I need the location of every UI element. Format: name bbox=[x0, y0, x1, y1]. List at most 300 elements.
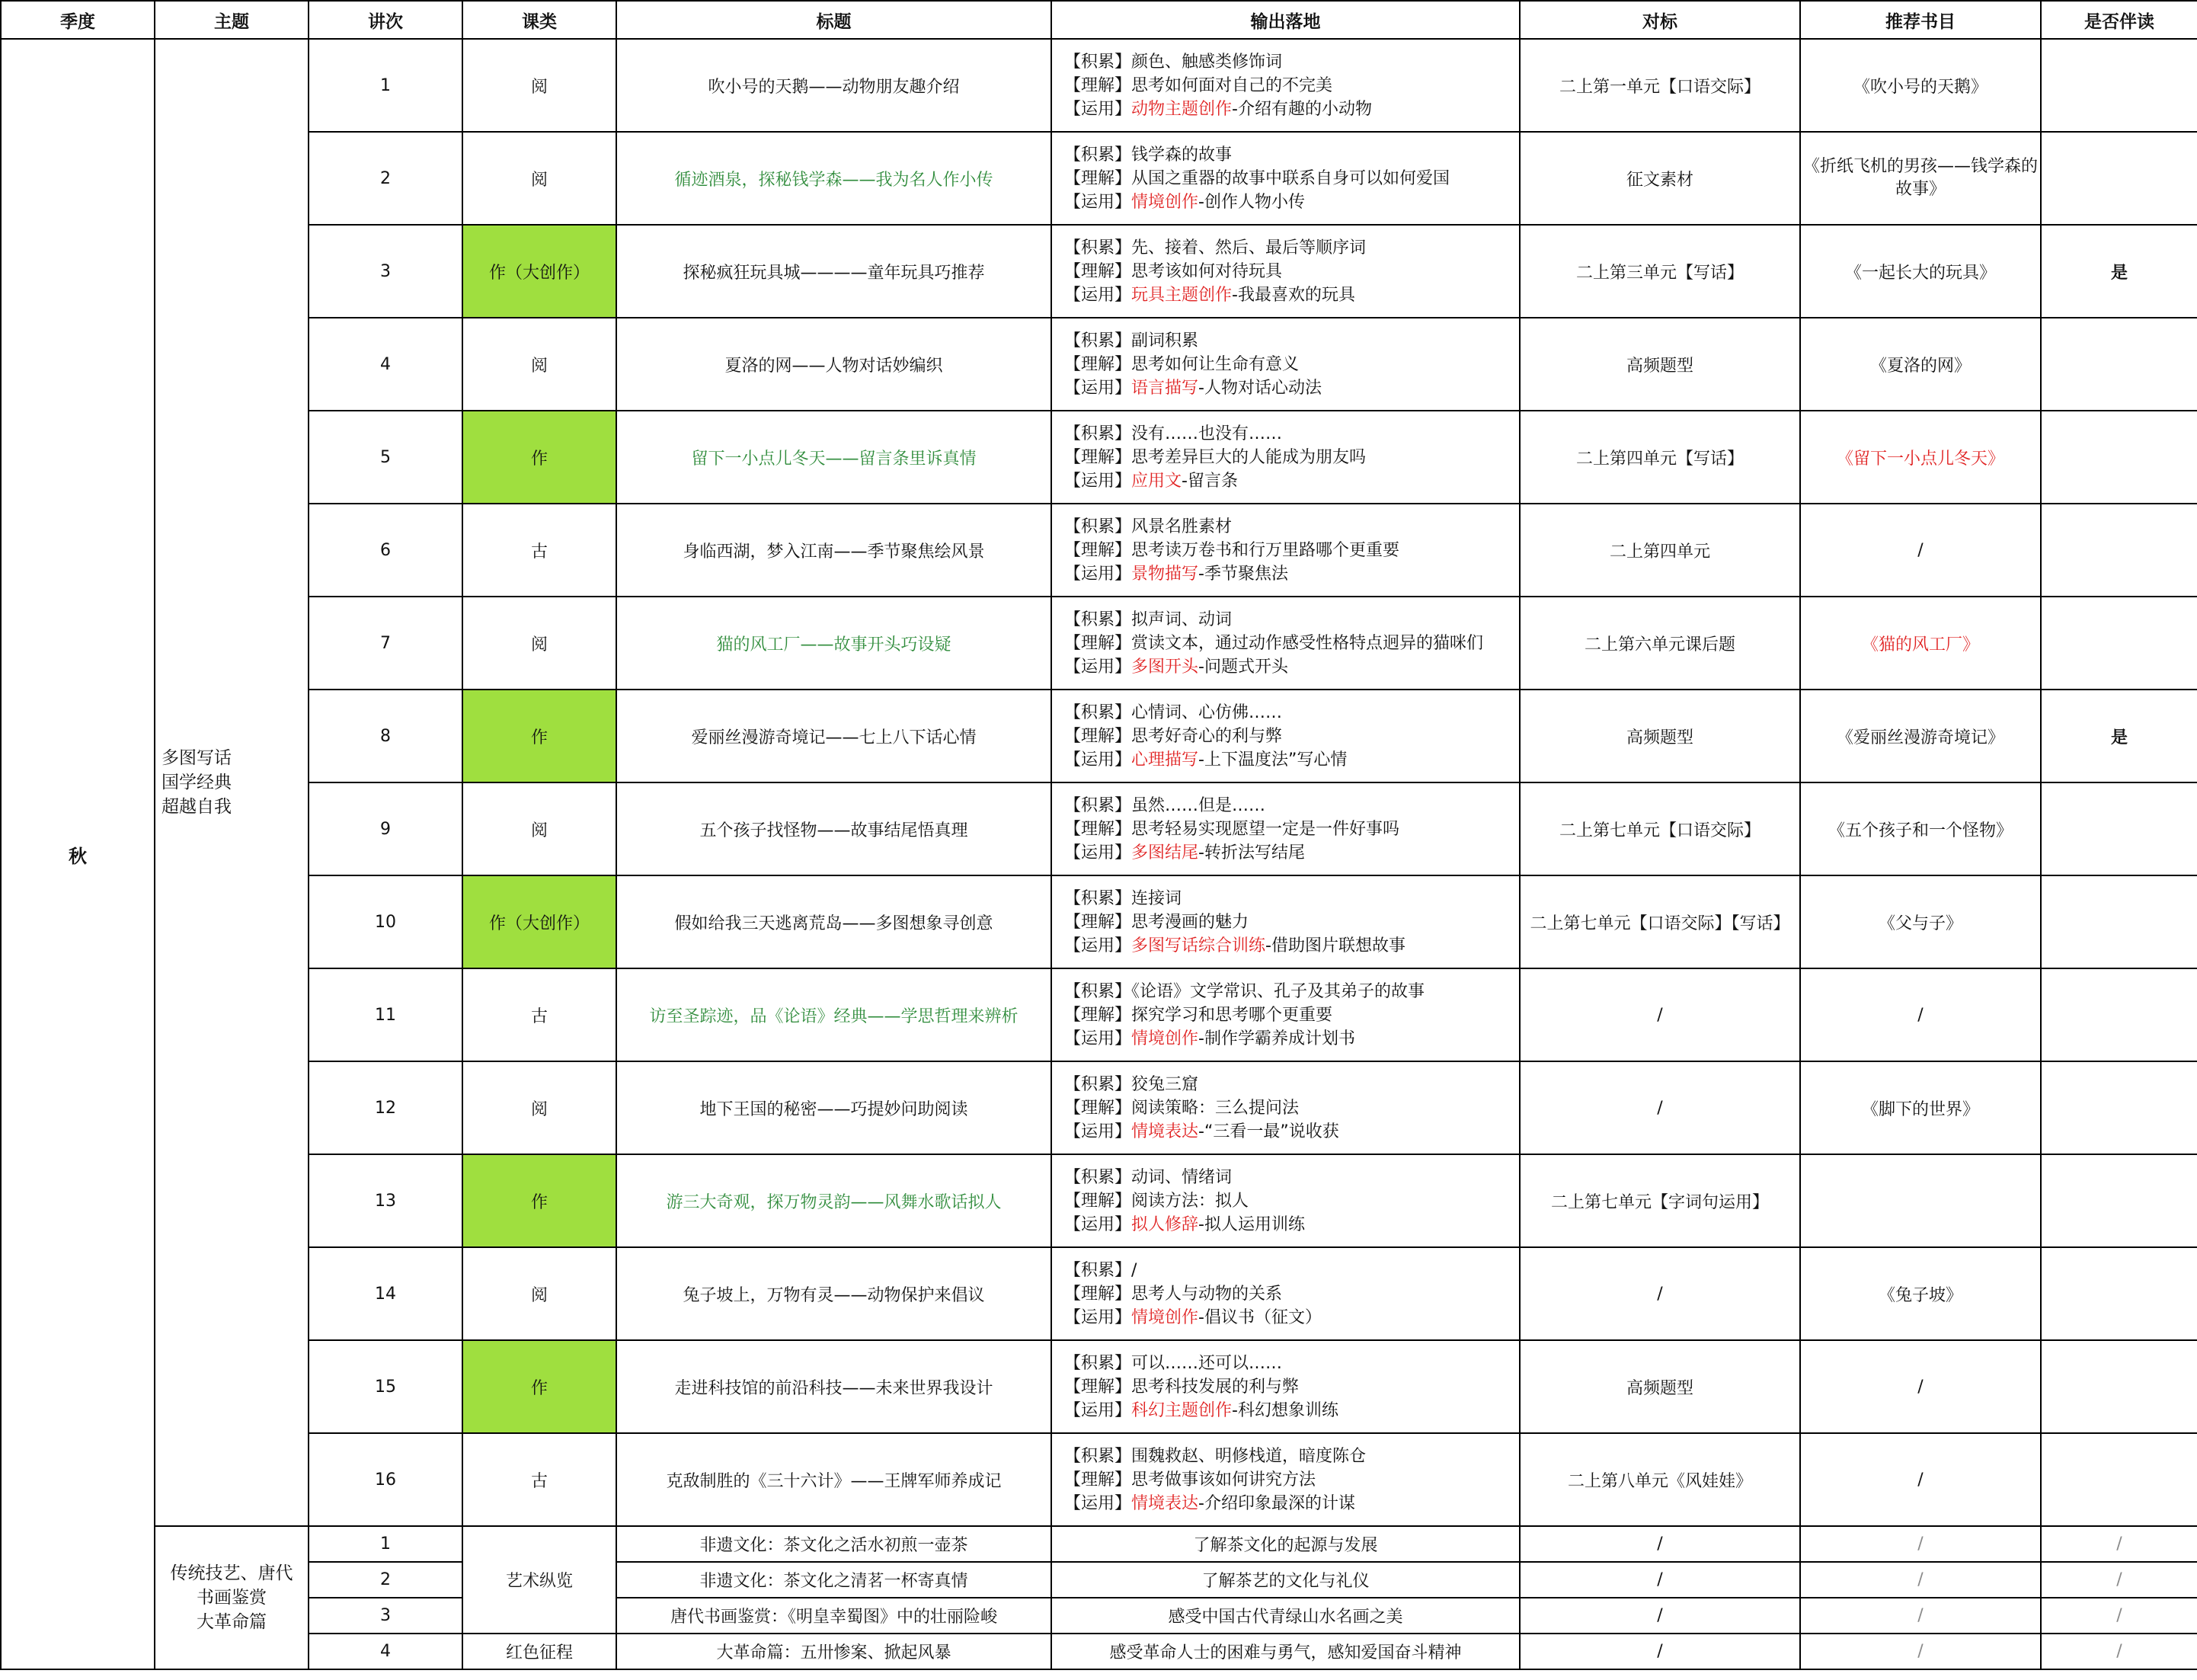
tag-apply: 【运用】 bbox=[1064, 99, 1132, 119]
benchmark: / bbox=[1520, 1526, 1800, 1562]
theme-line: 多图写话 bbox=[161, 748, 232, 768]
output-accumulate bbox=[1064, 236, 1519, 260]
table-row bbox=[1, 39, 2197, 132]
benchmark: / bbox=[1520, 1634, 1800, 1669]
companion-reading bbox=[2041, 39, 2197, 132]
tag-apply: 【运用】 bbox=[1064, 1307, 1132, 1327]
output-cell bbox=[1051, 225, 1520, 318]
output-cell bbox=[1051, 504, 1520, 597]
companion-reading bbox=[2041, 1340, 2197, 1433]
lesson-number: 8 bbox=[309, 690, 462, 782]
table-row bbox=[1, 690, 2197, 782]
output-understand bbox=[1064, 1003, 1519, 1027]
apply-highlight: 情境创作 bbox=[1131, 1307, 1199, 1327]
benchmark: / bbox=[1520, 968, 1800, 1061]
recommended-book: / bbox=[1800, 1340, 2041, 1433]
companion-reading bbox=[2041, 1061, 2197, 1154]
apply-highlight: 动物主题创作 bbox=[1131, 99, 1233, 119]
companion-reading: / bbox=[2041, 1634, 2197, 1669]
tag-accumulate: 【积累】 bbox=[1064, 52, 1132, 72]
output-apply bbox=[1064, 1027, 1519, 1051]
lesson-type: 阅 bbox=[462, 1061, 616, 1154]
understand-text: 赏读文本，通过动作感受性格特点迥异的猫咪们 bbox=[1131, 633, 1484, 653]
benchmark: 二上第七单元【口语交际】 bbox=[1520, 782, 1800, 875]
lesson-title: 兔子坡上，万物有灵——动物保护来倡议 bbox=[616, 1247, 1051, 1340]
output-cell bbox=[1051, 968, 1520, 1061]
tag-accumulate: 【积累】 bbox=[1064, 145, 1132, 165]
lesson-number: 1 bbox=[309, 39, 462, 132]
tag-accumulate: 【积累】 bbox=[1064, 1260, 1132, 1280]
table-row bbox=[1, 1562, 2197, 1598]
tag-accumulate: 【积累】 bbox=[1064, 1074, 1132, 1094]
companion-reading bbox=[2041, 1433, 2197, 1526]
output-understand bbox=[1064, 1096, 1519, 1120]
output-understand bbox=[1064, 167, 1519, 190]
accumulate-text: 围魏救赵、明修栈道，暗度陈仓 bbox=[1131, 1446, 1367, 1466]
season-cell: 秋 bbox=[1, 39, 155, 1669]
tag-understand: 【理解】 bbox=[1064, 447, 1132, 467]
apply-text: -上下温度法”写心情 bbox=[1198, 750, 1348, 770]
apply-highlight: 情境创作 bbox=[1131, 192, 1199, 212]
tag-understand: 【理解】 bbox=[1064, 726, 1132, 746]
table-row bbox=[1, 1433, 2197, 1526]
lesson-title: 克敌制胜的《三十六计》——王牌军师养成记 bbox=[616, 1433, 1051, 1526]
output-apply bbox=[1064, 469, 1519, 493]
lesson-title: 留下一小点儿冬天——留言条里诉真情 bbox=[616, 411, 1051, 504]
lesson-type: 古 bbox=[462, 504, 616, 597]
lesson-title: 大革命篇：五卅惨案、掀起风暴 bbox=[616, 1634, 1051, 1669]
recommended-book: / bbox=[1800, 1598, 2041, 1634]
understand-text: 思考轻易实现愿望一定是一件好事吗 bbox=[1131, 819, 1400, 839]
recommended-book: 《猫的风工厂》 bbox=[1800, 597, 2041, 690]
table-body bbox=[1, 39, 2197, 1669]
theme-line: 传统技艺、唐代 bbox=[170, 1563, 293, 1583]
recommended-book bbox=[1800, 1154, 2041, 1247]
output-accumulate bbox=[1064, 50, 1519, 74]
benchmark: / bbox=[1520, 1598, 1800, 1634]
apply-text: -我最喜欢的玩具 bbox=[1232, 285, 1355, 305]
lesson-number: 3 bbox=[309, 1598, 462, 1634]
companion-reading bbox=[2041, 132, 2197, 225]
output-apply bbox=[1064, 283, 1519, 307]
lesson-type: 阅 bbox=[462, 1247, 616, 1340]
companion-reading bbox=[2041, 875, 2197, 968]
output-accumulate bbox=[1064, 143, 1519, 167]
understand-text: 从国之重器的故事中联系自身可以如何爱国 bbox=[1131, 168, 1450, 188]
table-row bbox=[1, 1634, 2197, 1669]
output-understand bbox=[1064, 725, 1519, 748]
accumulate-text: 心情词、心仿佛…… bbox=[1131, 702, 1283, 722]
tag-understand: 【理解】 bbox=[1064, 1191, 1132, 1211]
output-apply bbox=[1064, 748, 1519, 772]
lesson-title: 访至圣踪迹，品《论语》经典——学思哲理来辨析 bbox=[616, 968, 1051, 1061]
apply-text: -借助图片联想故事 bbox=[1265, 936, 1406, 955]
output-understand bbox=[1064, 74, 1519, 98]
table-row bbox=[1, 1154, 2197, 1247]
tag-accumulate: 【积累】 bbox=[1064, 238, 1132, 258]
table-row bbox=[1, 782, 2197, 875]
understand-text: 阅读策略：三么提问法 bbox=[1131, 1098, 1300, 1118]
table-row bbox=[1, 411, 2197, 504]
lesson-number: 3 bbox=[309, 225, 462, 318]
lesson-title: 地下王国的秘密——巧提妙问助阅读 bbox=[616, 1061, 1051, 1154]
output-cell: 了解茶艺的文化与礼仪 bbox=[1051, 1562, 1520, 1598]
understand-text: 阅读方法：拟人 bbox=[1131, 1191, 1249, 1211]
lesson-number: 13 bbox=[309, 1154, 462, 1247]
lesson-type: 红色征程 bbox=[462, 1634, 616, 1669]
lesson-number: 2 bbox=[309, 1562, 462, 1598]
lesson-title: 非遗文化：茶文化之清茗一杯寄真情 bbox=[616, 1562, 1051, 1598]
table-row bbox=[1, 1598, 2197, 1634]
output-accumulate bbox=[1064, 329, 1519, 353]
header-output: 输出落地 bbox=[1051, 1, 1520, 39]
recommended-book: 《五个孩子和一个怪物》 bbox=[1800, 782, 2041, 875]
apply-text: -留言条 bbox=[1182, 471, 1238, 491]
output-accumulate bbox=[1064, 1352, 1519, 1375]
apply-highlight: 多图结尾 bbox=[1131, 843, 1199, 862]
companion-reading bbox=[2041, 411, 2197, 504]
recommended-book: 《折纸飞机的男孩——钱学森的故事》 bbox=[1800, 132, 2041, 225]
apply-highlight: 情境表达 bbox=[1131, 1493, 1199, 1513]
tag-apply: 【运用】 bbox=[1064, 657, 1132, 677]
apply-text: -介绍有趣的小动物 bbox=[1232, 99, 1372, 119]
accumulate-text: 虽然……但是…… bbox=[1131, 795, 1266, 815]
table-row bbox=[1, 504, 2197, 597]
table-row bbox=[1, 318, 2197, 411]
tag-accumulate: 【积累】 bbox=[1064, 702, 1132, 722]
recommended-book: 《兔子坡》 bbox=[1800, 1247, 2041, 1340]
understand-text: 思考人与动物的关系 bbox=[1131, 1284, 1283, 1304]
apply-text: -问题式开头 bbox=[1198, 657, 1288, 677]
header-lesson-type: 课类 bbox=[462, 1, 616, 39]
recommended-book: 《夏洛的网》 bbox=[1800, 318, 2041, 411]
apply-highlight: 情境创作 bbox=[1131, 1029, 1199, 1048]
apply-highlight: 多图写话综合训练 bbox=[1131, 936, 1266, 955]
companion-reading bbox=[2041, 968, 2197, 1061]
tag-accumulate: 【积累】 bbox=[1064, 517, 1132, 536]
output-understand bbox=[1064, 446, 1519, 469]
header-title: 标题 bbox=[616, 1, 1051, 39]
output-accumulate bbox=[1064, 794, 1519, 818]
tag-accumulate: 【积累】 bbox=[1064, 424, 1132, 443]
tag-apply: 【运用】 bbox=[1064, 285, 1132, 305]
output-understand bbox=[1064, 539, 1519, 562]
output-cell bbox=[1051, 411, 1520, 504]
theme-cell-sub bbox=[155, 1526, 309, 1669]
lesson-number: 16 bbox=[309, 1433, 462, 1526]
lesson-title: 走进科技馆的前沿科技——未来世界我设计 bbox=[616, 1340, 1051, 1433]
understand-text: 思考如何面对自己的不完美 bbox=[1131, 75, 1333, 95]
lesson-number: 12 bbox=[309, 1061, 462, 1154]
recommended-book: / bbox=[1800, 968, 2041, 1061]
benchmark: 二上第三单元【写话】 bbox=[1520, 225, 1800, 318]
lesson-type: 阅 bbox=[462, 782, 616, 875]
tag-apply: 【运用】 bbox=[1064, 1122, 1132, 1141]
accumulate-text: 可以……还可以…… bbox=[1131, 1353, 1283, 1373]
apply-highlight: 情境表达 bbox=[1131, 1122, 1199, 1141]
lesson-number: 6 bbox=[309, 504, 462, 597]
tag-apply: 【运用】 bbox=[1064, 471, 1132, 491]
lesson-number: 4 bbox=[309, 1634, 462, 1669]
output-understand bbox=[1064, 818, 1519, 841]
lesson-title: 猫的风工厂——故事开头巧设疑 bbox=[616, 597, 1051, 690]
lesson-title: 游三大奇观，探万物灵韵——风舞水歌话拟人 bbox=[616, 1154, 1051, 1247]
lesson-type: 艺术纵览 bbox=[462, 1526, 616, 1634]
output-apply bbox=[1064, 934, 1519, 958]
benchmark: 二上第七单元【口语交际】【写话】 bbox=[1520, 875, 1800, 968]
output-apply bbox=[1064, 841, 1519, 865]
lesson-title: 循迹酒泉，探秘钱学森——我为名人作小传 bbox=[616, 132, 1051, 225]
companion-reading: / bbox=[2041, 1526, 2197, 1562]
tag-accumulate: 【积累】 bbox=[1064, 331, 1132, 350]
output-apply bbox=[1064, 376, 1519, 400]
tag-accumulate: 【积累】 bbox=[1064, 1446, 1132, 1466]
output-apply bbox=[1064, 190, 1519, 214]
tag-accumulate: 【积累】 bbox=[1064, 888, 1132, 908]
companion-reading bbox=[2041, 318, 2197, 411]
companion-reading: / bbox=[2041, 1562, 2197, 1598]
apply-text: -制作学霸养成计划书 bbox=[1198, 1029, 1355, 1048]
output-understand bbox=[1064, 1282, 1519, 1306]
output-cell bbox=[1051, 1247, 1520, 1340]
table-row bbox=[1, 1340, 2197, 1433]
lesson-type: 作 bbox=[462, 411, 616, 504]
companion-reading bbox=[2041, 1154, 2197, 1247]
apply-text: -转折法写结尾 bbox=[1198, 843, 1305, 862]
output-accumulate bbox=[1064, 1445, 1519, 1468]
lesson-number: 4 bbox=[309, 318, 462, 411]
header-companion-reading: 是否伴读 bbox=[2041, 1, 2197, 39]
output-accumulate bbox=[1064, 422, 1519, 446]
theme-line: 大革命篇 bbox=[197, 1612, 267, 1632]
tag-understand: 【理解】 bbox=[1064, 168, 1132, 188]
output-cell: 感受革命人士的困难与勇气，感知爱国奋斗精神 bbox=[1051, 1634, 1520, 1669]
accumulate-text: / bbox=[1131, 1260, 1137, 1280]
tag-apply: 【运用】 bbox=[1064, 1493, 1132, 1513]
output-apply bbox=[1064, 562, 1519, 586]
tag-apply: 【运用】 bbox=[1064, 843, 1132, 862]
apply-text: -创作人物小传 bbox=[1198, 192, 1305, 212]
tag-understand: 【理解】 bbox=[1064, 912, 1132, 932]
tag-understand: 【理解】 bbox=[1064, 75, 1132, 95]
recommended-book: 《留下一小点儿冬天》 bbox=[1800, 411, 2041, 504]
lesson-type: 阅 bbox=[462, 318, 616, 411]
output-apply bbox=[1064, 1306, 1519, 1330]
table-row bbox=[1, 1247, 2197, 1340]
lesson-title: 探秘疯狂玩具城————童年玩具巧推荐 bbox=[616, 225, 1051, 318]
lesson-type: 阅 bbox=[462, 39, 616, 132]
lesson-number: 2 bbox=[309, 132, 462, 225]
tag-understand: 【理解】 bbox=[1064, 819, 1132, 839]
understand-text: 探究学习和思考哪个更重要 bbox=[1131, 1005, 1333, 1025]
tag-apply: 【运用】 bbox=[1064, 1214, 1132, 1234]
output-understand bbox=[1064, 1189, 1519, 1213]
companion-reading bbox=[2041, 597, 2197, 690]
accumulate-text: 风景名胜素材 bbox=[1131, 517, 1233, 536]
output-understand bbox=[1064, 632, 1519, 655]
benchmark: 高频题型 bbox=[1520, 1340, 1800, 1433]
benchmark: 征文素材 bbox=[1520, 132, 1800, 225]
benchmark: / bbox=[1520, 1562, 1800, 1598]
recommended-book: / bbox=[1800, 1634, 2041, 1669]
tag-accumulate: 【积累】 bbox=[1064, 981, 1132, 1001]
tag-understand: 【理解】 bbox=[1064, 1377, 1132, 1397]
lesson-title: 五个孩子找怪物——故事结尾悟真理 bbox=[616, 782, 1051, 875]
benchmark: 二上第七单元【字词句运用】 bbox=[1520, 1154, 1800, 1247]
understand-text: 思考读万卷书和行万里路哪个更重要 bbox=[1131, 540, 1400, 560]
table-row bbox=[1, 132, 2197, 225]
tag-apply: 【运用】 bbox=[1064, 378, 1132, 398]
understand-text: 思考做事该如何讲究方法 bbox=[1131, 1470, 1316, 1490]
companion-reading bbox=[2041, 504, 2197, 597]
recommended-book: 《一起长大的玩具》 bbox=[1800, 225, 2041, 318]
understand-text: 思考差异巨大的人能成为朋友吗 bbox=[1131, 447, 1367, 467]
tag-accumulate: 【积累】 bbox=[1064, 1353, 1132, 1373]
companion-reading: 是 bbox=[2041, 225, 2197, 318]
lesson-number: 11 bbox=[309, 968, 462, 1061]
recommended-book: 《爱丽丝漫游奇境记》 bbox=[1800, 690, 2041, 782]
output-accumulate bbox=[1064, 980, 1519, 1003]
output-understand bbox=[1064, 260, 1519, 283]
recommended-book: / bbox=[1800, 1562, 2041, 1598]
accumulate-text: 狡兔三窟 bbox=[1131, 1074, 1199, 1094]
apply-text: -倡议书（征文） bbox=[1198, 1307, 1322, 1327]
output-cell bbox=[1051, 1061, 1520, 1154]
lesson-type: 阅 bbox=[462, 597, 616, 690]
lesson-title: 夏洛的网——人物对话妙编织 bbox=[616, 318, 1051, 411]
output-accumulate bbox=[1064, 608, 1519, 632]
tag-understand: 【理解】 bbox=[1064, 540, 1132, 560]
tag-apply: 【运用】 bbox=[1064, 192, 1132, 212]
apply-highlight: 景物描写 bbox=[1131, 564, 1199, 584]
apply-highlight: 应用文 bbox=[1131, 471, 1182, 491]
understand-text: 思考漫画的魅力 bbox=[1131, 912, 1249, 932]
table-row bbox=[1, 875, 2197, 968]
header-benchmark: 对标 bbox=[1520, 1, 1800, 39]
apply-text: -人物对话心动法 bbox=[1198, 378, 1322, 398]
benchmark: 高频题型 bbox=[1520, 690, 1800, 782]
lesson-type: 古 bbox=[462, 968, 616, 1061]
lesson-type: 作 bbox=[462, 1340, 616, 1433]
output-cell bbox=[1051, 39, 1520, 132]
benchmark: 高频题型 bbox=[1520, 318, 1800, 411]
recommended-book: / bbox=[1800, 504, 2041, 597]
output-cell bbox=[1051, 318, 1520, 411]
recommended-book: 《脚下的世界》 bbox=[1800, 1061, 2041, 1154]
companion-reading bbox=[2041, 782, 2197, 875]
apply-highlight: 拟人修辞 bbox=[1131, 1214, 1199, 1234]
companion-reading bbox=[2041, 1247, 2197, 1340]
benchmark: 二上第四单元【写话】 bbox=[1520, 411, 1800, 504]
tag-understand: 【理解】 bbox=[1064, 1005, 1132, 1025]
tag-apply: 【运用】 bbox=[1064, 1029, 1132, 1048]
benchmark: / bbox=[1520, 1247, 1800, 1340]
output-cell bbox=[1051, 690, 1520, 782]
recommended-book: 《吹小号的天鹅》 bbox=[1800, 39, 2041, 132]
header-theme: 主题 bbox=[155, 1, 309, 39]
theme-cell bbox=[155, 39, 309, 1526]
tag-accumulate: 【积累】 bbox=[1064, 1167, 1132, 1187]
apply-highlight: 玩具主题创作 bbox=[1131, 285, 1233, 305]
lesson-type: 古 bbox=[462, 1433, 616, 1526]
output-apply bbox=[1064, 1399, 1519, 1422]
output-cell: 感受中国古代青绿山水名画之美 bbox=[1051, 1598, 1520, 1634]
header-season: 季度 bbox=[1, 1, 155, 39]
output-apply bbox=[1064, 655, 1519, 679]
lesson-number: 10 bbox=[309, 875, 462, 968]
tag-apply: 【运用】 bbox=[1064, 750, 1132, 770]
tag-understand: 【理解】 bbox=[1064, 354, 1132, 374]
benchmark: 二上第一单元【口语交际】 bbox=[1520, 39, 1800, 132]
output-cell bbox=[1051, 1154, 1520, 1247]
table-row bbox=[1, 597, 2197, 690]
output-apply bbox=[1064, 1120, 1519, 1144]
lesson-type: 作（大创作） bbox=[462, 875, 616, 968]
output-apply bbox=[1064, 98, 1519, 121]
output-apply bbox=[1064, 1213, 1519, 1237]
output-accumulate bbox=[1064, 701, 1519, 725]
output-understand bbox=[1064, 1375, 1519, 1399]
lesson-title: 假如给我三天逃离荒岛——多图想象寻创意 bbox=[616, 875, 1051, 968]
output-cell bbox=[1051, 1433, 1520, 1526]
apply-highlight: 心理描写 bbox=[1131, 750, 1199, 770]
tag-understand: 【理解】 bbox=[1064, 1098, 1132, 1118]
accumulate-text: 连接词 bbox=[1131, 888, 1182, 908]
output-cell bbox=[1051, 597, 1520, 690]
accumulate-text: 《论语》文学常识、孔子及其弟子的故事 bbox=[1131, 981, 1425, 1001]
apply-highlight: 语言描写 bbox=[1131, 378, 1199, 398]
lesson-type: 阅 bbox=[462, 132, 616, 225]
understand-text: 思考好奇心的利与弊 bbox=[1131, 726, 1283, 746]
header-recommended-books: 推荐书目 bbox=[1800, 1, 2041, 39]
lesson-number: 9 bbox=[309, 782, 462, 875]
benchmark: 二上第八单元《风娃娃》 bbox=[1520, 1433, 1800, 1526]
apply-highlight: 科幻主题创作 bbox=[1131, 1400, 1233, 1420]
lesson-type: 作（大创作） bbox=[462, 225, 616, 318]
table-row bbox=[1, 225, 2197, 318]
output-cell bbox=[1051, 1340, 1520, 1433]
accumulate-text: 没有……也没有…… bbox=[1131, 424, 1283, 443]
lesson-number: 7 bbox=[309, 597, 462, 690]
companion-reading: 是 bbox=[2041, 690, 2197, 782]
output-cell bbox=[1051, 875, 1520, 968]
output-accumulate bbox=[1064, 1166, 1519, 1189]
output-understand bbox=[1064, 910, 1519, 934]
tag-understand: 【理解】 bbox=[1064, 1284, 1132, 1304]
output-accumulate bbox=[1064, 515, 1519, 539]
accumulate-text: 动词、情绪词 bbox=[1131, 1167, 1233, 1187]
output-cell bbox=[1051, 782, 1520, 875]
recommended-book: / bbox=[1800, 1526, 2041, 1562]
theme-line: 书画鉴赏 bbox=[197, 1588, 267, 1608]
accumulate-text: 钱学森的故事 bbox=[1131, 145, 1233, 165]
apply-text: -“三看一最”说收获 bbox=[1198, 1122, 1339, 1141]
lesson-title: 吹小号的天鹅——动物朋友趣介绍 bbox=[616, 39, 1051, 132]
accumulate-text: 颜色、触感类修饰词 bbox=[1131, 52, 1283, 72]
recommended-book: / bbox=[1800, 1433, 2041, 1526]
output-accumulate bbox=[1064, 1073, 1519, 1096]
accumulate-text: 拟声词、动词 bbox=[1131, 610, 1233, 629]
accumulate-text: 先、接着、然后、最后等顺序词 bbox=[1131, 238, 1367, 258]
accumulate-text: 副词积累 bbox=[1131, 331, 1199, 350]
table-row bbox=[1, 1061, 2197, 1154]
output-accumulate bbox=[1064, 887, 1519, 910]
lesson-type: 作 bbox=[462, 1154, 616, 1247]
understand-text: 思考如何让生命有意义 bbox=[1131, 354, 1300, 374]
apply-text: -季节聚焦法 bbox=[1198, 564, 1288, 584]
apply-text: -介绍印象最深的计谋 bbox=[1198, 1493, 1355, 1513]
lesson-title: 非遗文化：茶文化之活水初煎一壶茶 bbox=[616, 1526, 1051, 1562]
